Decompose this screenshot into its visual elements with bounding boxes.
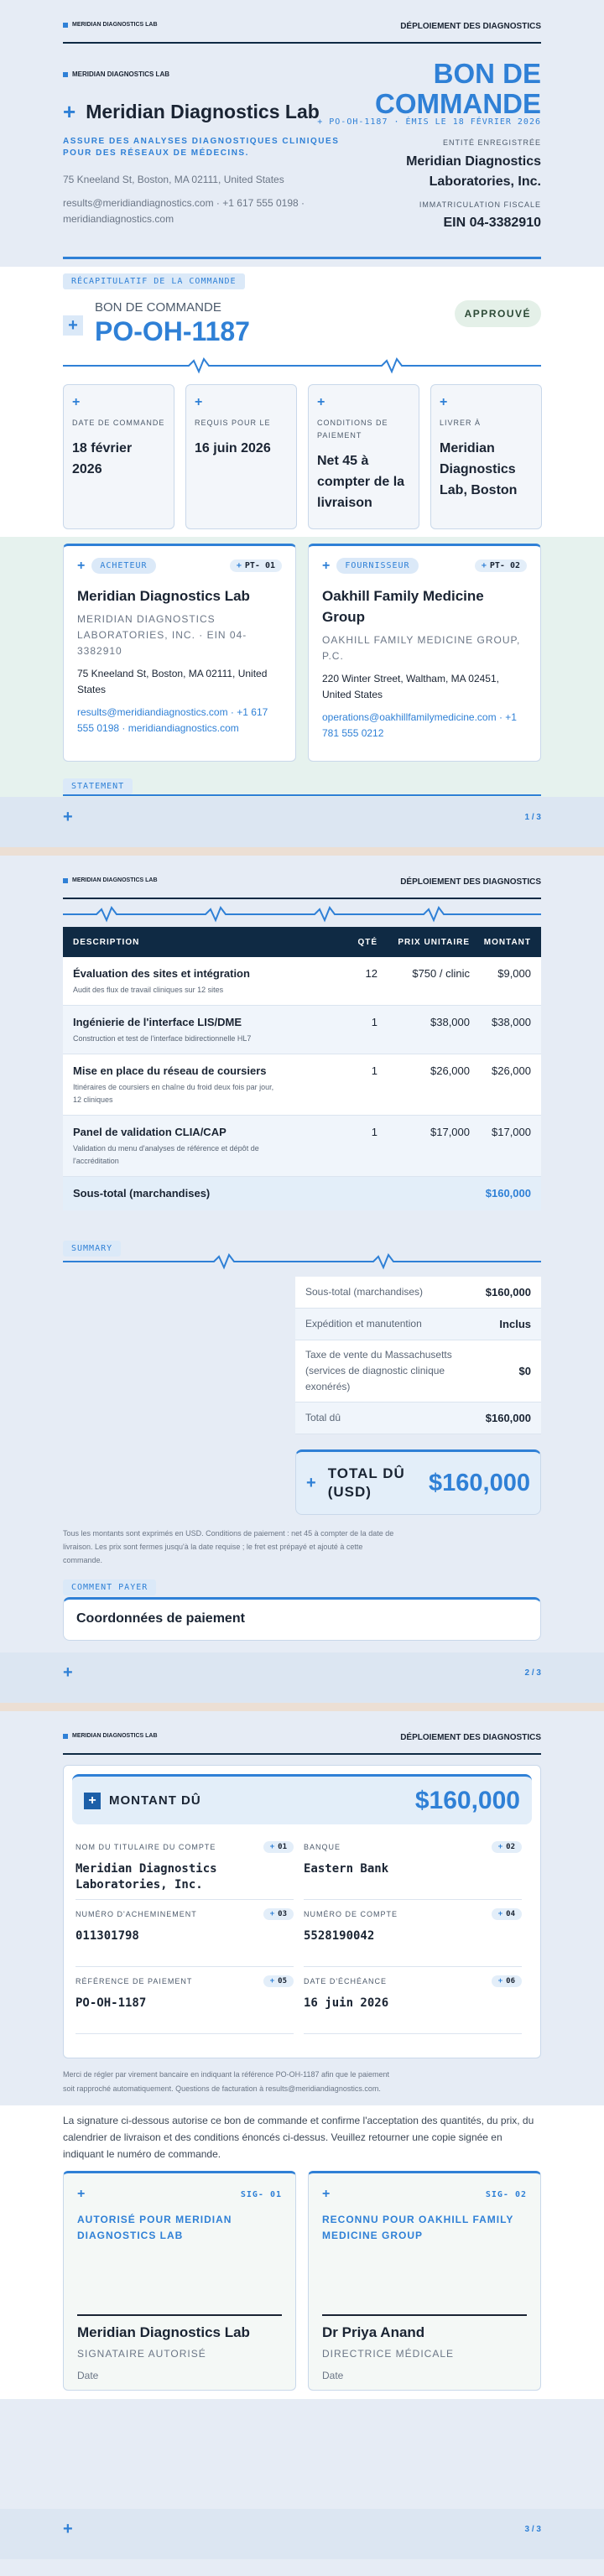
plus-icon: +: [269, 1910, 275, 1918]
running-header: [63, 1733, 541, 1755]
signature-card: [308, 2171, 541, 2391]
item-title: Évaluation des sites et intégration: [73, 967, 250, 980]
item-qty: 1: [371, 1126, 378, 1138]
item-qty: 12: [365, 967, 378, 980]
party-address: 75 Kneeland St, Boston, MA 02111, United States: [77, 668, 268, 695]
item-amount: $26,000: [492, 1064, 531, 1077]
signer-role: SIGNATAIRE AUTORISÉ: [77, 2348, 206, 2360]
brand-square-icon: [63, 1734, 68, 1739]
item-qty: 1: [371, 1016, 378, 1028]
plus-icon: +: [306, 1473, 316, 1492]
fact-card: + DATE DE COMMANDE 18 février 2026: [63, 384, 174, 529]
plus-icon: +: [236, 561, 242, 570]
hero-brand-small: MERIDIAN DIAGNOSTICS LAB: [63, 70, 169, 78]
page-footer-3: [63, 2520, 541, 2539]
brand-square-icon: [63, 72, 68, 77]
plus-icon: +: [497, 1977, 503, 1985]
hero-contact: results@meridiandiagnostics.com · +1 617 555 0198 · meridiandiagnostics.com: [63, 197, 305, 225]
header-brand: MERIDIAN DIAGNOSTICS LAB: [63, 22, 158, 28]
item-desc: Construction et test de l'interface bidirectionnelle HL7: [73, 1034, 252, 1043]
amount-due-label: MONTANT DÛ: [109, 1793, 201, 1808]
entity-name: Meridian Diagnostics Laboratories, Inc.: [406, 154, 541, 189]
status-badge: APPROUVÉ: [455, 300, 541, 327]
party-role: FOURNISSEUR: [336, 558, 418, 574]
sig-code: SIG- 01: [240, 2189, 282, 2199]
item-unit: $38,000: [430, 1016, 470, 1028]
item-desc: Validation du menu d'analyses de référence et dépôt de l'accréditation: [73, 1144, 259, 1165]
plus-icon: +: [63, 315, 83, 336]
party-legal: MERIDIAN DIAGNOSTICS LABORATORIES, INC. · EIN 04-3382910: [77, 613, 247, 657]
doc-title: BON DE COMMANDE: [375, 58, 541, 119]
party-role: ACHETEUR: [91, 558, 155, 574]
hero-divider: [63, 257, 541, 259]
item-qty: 1: [371, 1064, 378, 1077]
page-1: [0, 0, 604, 847]
fact-card: + CONDITIONS DE PAIEMENT Net 45 à compter de la livraison: [308, 384, 419, 529]
fact-card: + REQUIS POUR LE 16 juin 2026: [185, 384, 297, 529]
fact-value: Net 45 à compter de la livraison: [317, 454, 405, 510]
fact-value: Meridian Diagnostics Lab, Boston: [440, 441, 518, 497]
po-number: PO-OH-1187: [95, 316, 250, 346]
fact-value: 18 février 2026: [72, 441, 133, 476]
plus-icon: +: [72, 395, 81, 409]
page-footer-1: [63, 808, 541, 827]
header-section: DÉPLOIEMENT DES DIAGNOSTICS: [400, 1733, 541, 1742]
ekg-line-1: [63, 357, 541, 374]
totals-row: Sous-total (marchandises) $160,000: [295, 1277, 541, 1309]
amount-due-value: $160,000: [414, 1786, 520, 1814]
plus-icon: +: [195, 395, 203, 409]
item-title: Panel de validation CLIA/CAP: [73, 1126, 226, 1138]
plus-icon: +: [322, 558, 331, 573]
sig-heading: AUTORISÉ POUR MERIDIAN DIAGNOSTICS LAB: [77, 2214, 232, 2241]
sig-date-field[interactable]: Date: [77, 2370, 99, 2381]
plus-icon: +: [63, 1663, 73, 1682]
sig-date-field[interactable]: Date: [322, 2370, 344, 2381]
pay-title: Coordonnées de paiement: [63, 1597, 541, 1641]
page-number: 3 / 3: [524, 2525, 541, 2534]
page-number: 2 / 3: [524, 1668, 541, 1678]
item-unit: $750 / clinic: [412, 967, 470, 980]
bank-field: NOM DU TITULAIRE DU COMPTE + 01 Meridian Diagnostics Laboratories, Inc.: [76, 1841, 294, 1900]
plus-icon: +: [77, 558, 86, 573]
brand-square-icon: [63, 23, 68, 28]
party-name: Oakhill Family Medicine Group: [322, 588, 484, 625]
signature-line[interactable]: [77, 2314, 282, 2316]
party-card: [308, 544, 541, 762]
totals-row: Expédition et manutention Inclus: [295, 1309, 541, 1340]
plus-icon: +: [322, 2187, 331, 2201]
po-label: BON DE COMMANDE: [95, 300, 221, 315]
field-code-badge: + 02: [492, 1841, 522, 1853]
grand-total-value: $160,000: [429, 1469, 530, 1496]
signer-name: Meridian Diagnostics Lab: [77, 2324, 250, 2340]
item-unit: $17,000: [430, 1126, 470, 1138]
bank-field-value: 5528190042: [304, 1929, 375, 1943]
bank-field-value: 011301798: [76, 1929, 139, 1943]
running-header: [63, 877, 541, 899]
bank-field: RÉFÉRENCE DE PAIEMENT + 05 PO-OH-1187: [76, 1975, 294, 2034]
table-row: [63, 1054, 541, 1116]
party-code-badge: + PT- 01: [230, 559, 282, 572]
sign-intro: La signature ci-dessous autorise ce bon de commande et confirme l'acceptation des quantités, du prix, du calendrier de livraison et des conditions énoncés ci-dessus. Veuillez retourner une copie signée en indiquant le numéro de commande.: [63, 2115, 534, 2160]
party-name: Meridian Diagnostics Lab: [77, 588, 250, 604]
field-code-badge: + 05: [263, 1975, 294, 1987]
bank-field: NUMÉRO DE COMPTE + 04 5528190042: [304, 1908, 522, 1967]
signature-card: [63, 2171, 296, 2391]
field-code-badge: + 01: [263, 1841, 294, 1853]
grand-total: [295, 1449, 541, 1515]
plus-icon: +: [317, 395, 325, 409]
entity-block: ENTITÉ ENREGISTRÉE Meridian Diagnostics Laboratories, Inc. IMMATRICULATION FISCALE EIN 04-3382910: [369, 138, 541, 231]
summary-section-pill: SUMMARY: [63, 1240, 121, 1257]
pay-pill: COMMENT PAYER: [63, 1579, 156, 1595]
plus-icon: +: [481, 561, 487, 570]
bank-field: DATE D'ÉCHÉANCE + 06 16 juin 2026: [304, 1975, 522, 2034]
header-section: DÉPLOIEMENT DES DIAGNOSTICS: [400, 877, 541, 887]
signature-line[interactable]: [322, 2314, 527, 2316]
tagline: ASSURE DES ANALYSES DIAGNOSTIQUES CLINIQUES POUR DES RÉSEAUX DE MÉDECINS.: [63, 137, 340, 158]
bank-note: Merci de régler par virement bancaire en indiquant la référence PO-OH-1187 afin que le paiement soit rapproché automatiquement. Questions de facturation à results@meridiandiagnostics.com.: [63, 2070, 390, 2093]
amount-due: [72, 1774, 532, 1824]
page-number: 1 / 3: [524, 813, 541, 822]
party-card: [63, 544, 296, 762]
statement-divider: [63, 794, 541, 796]
item-unit: $26,000: [430, 1064, 470, 1077]
page-footer-2: [63, 1663, 541, 1683]
statement-pill: STATEMENT: [63, 778, 133, 794]
totals-block: [295, 1277, 541, 1434]
doc-ref: + PO-OH-1187 · ÉMIS LE 18 FÉVRIER 2026: [317, 117, 541, 127]
item-amount: $38,000: [492, 1016, 531, 1028]
subtotal-row: Sous-total (marchandises) $160,000: [63, 1177, 541, 1210]
item-amount: $9,000: [497, 967, 531, 980]
grand-total-label: TOTAL DÛ (USD): [327, 1465, 405, 1500]
po-block: [63, 300, 250, 347]
page-3: [0, 1711, 604, 2559]
signer-name: Dr Priya Anand: [322, 2324, 425, 2340]
item-amount: $17,000: [492, 1126, 531, 1138]
bank-field-value: PO-OH-1187: [76, 1996, 147, 2010]
header-section: DÉPLOIEMENT DES DIAGNOSTICS: [400, 22, 541, 31]
signer-role: DIRECTRICE MÉDICALE: [322, 2348, 455, 2360]
bank-field-value: 16 juin 2026: [304, 1996, 389, 2010]
plus-icon: +: [497, 1910, 503, 1918]
fact-card: + LIVRER À Meridian Diagnostics Lab, Boston: [430, 384, 542, 529]
plus-icon: +: [63, 2520, 73, 2538]
ekg-line-2: [63, 906, 541, 923]
page-2: [0, 856, 604, 1703]
ekg-line-3: [63, 1253, 541, 1270]
party-code-badge: + PT- 02: [475, 559, 527, 572]
plus-icon: +: [77, 2187, 86, 2201]
items-table-wrap: [63, 927, 541, 1210]
field-code-badge: + 06: [492, 1975, 522, 1987]
bank-field: BANQUE + 02 Eastern Bank: [304, 1841, 522, 1900]
fact-value: 16 juin 2026: [195, 441, 271, 455]
item-desc: Itinéraires de coursiers en chaîne du froid deux fois par jour, 12 cliniques: [73, 1083, 274, 1104]
terms-note: Tous les montants sont exprimés en USD. Conditions de paiement : net 45 à compter de la date de livraison. Les prix sont fermes jusqu'à la date requise ; le fret est prépayé et ajouté à cette commande.: [63, 1529, 394, 1564]
item-title: Ingénierie de l'interface LIS/DME: [73, 1016, 242, 1028]
bank-field-value: Meridian Diagnostics Laboratories, Inc.: [76, 1862, 217, 1892]
bank-field-value: Eastern Bank: [304, 1862, 389, 1876]
table-header: DESCRIPTION QTÉ PRIX UNITAIRE MONTANT: [63, 927, 541, 957]
totals-row: Taxe de vente du Massachusetts (services de diagnostic clinique exonérés) $0: [295, 1340, 541, 1402]
party-address: 220 Winter Street, Waltham, MA 02451, United States: [322, 673, 499, 700]
tax-id: EIN 04-3382910: [443, 216, 541, 230]
plus-icon: +: [269, 1977, 275, 1985]
table-row: [63, 1116, 541, 1177]
summary-pill: RÉCAPITULATIF DE LA COMMANDE: [63, 273, 245, 289]
party-contact[interactable]: results@meridiandiagnostics.com · +1 617 555 0198 · meridiandiagnostics.com: [77, 706, 268, 734]
hero-address: 75 Kneeland St, Boston, MA 02111, United States: [63, 174, 284, 185]
plus-icon: +: [497, 1843, 503, 1851]
table-row: [63, 1006, 541, 1054]
company-name: Meridian Diagnostics Lab: [86, 101, 320, 122]
party-contact[interactable]: operations@oakhillfamilymedicine.com · +1 781 555 0212: [322, 711, 517, 739]
bank-field: NUMÉRO D'ACHEMINEMENT + 03 011301798: [76, 1908, 294, 1967]
bank-card: [63, 1765, 541, 2058]
item-title: Mise en place du réseau de coursiers: [73, 1064, 267, 1077]
hero-company: [63, 99, 320, 125]
totals-row: Total dû $160,000: [295, 1402, 541, 1434]
plus-icon: +: [440, 395, 448, 409]
sig-code: SIG- 02: [485, 2189, 527, 2199]
field-code-badge: + 03: [263, 1908, 294, 1920]
plus-icon: +: [269, 1843, 275, 1851]
plus-icon: +: [63, 99, 76, 124]
running-header: [63, 22, 541, 44]
field-code-badge: + 04: [492, 1908, 522, 1920]
sig-heading: RECONNU POUR OAKHILL FAMILY MEDICINE GROUP: [322, 2214, 514, 2241]
plus-icon: +: [63, 808, 73, 826]
table-row: [63, 957, 541, 1006]
party-legal: OAKHILL FAMILY MEDICINE GROUP, P.C.: [322, 634, 521, 662]
item-desc: Audit des flux de travail cliniques sur 12 sites: [73, 986, 224, 994]
plus-icon: +: [84, 1793, 101, 1809]
brand-square-icon: [63, 878, 68, 883]
items-table: [63, 927, 541, 1210]
header-brand: MERIDIAN DIAGNOSTICS LAB: [63, 1733, 158, 1739]
header-brand: MERIDIAN DIAGNOSTICS LAB: [63, 877, 158, 883]
